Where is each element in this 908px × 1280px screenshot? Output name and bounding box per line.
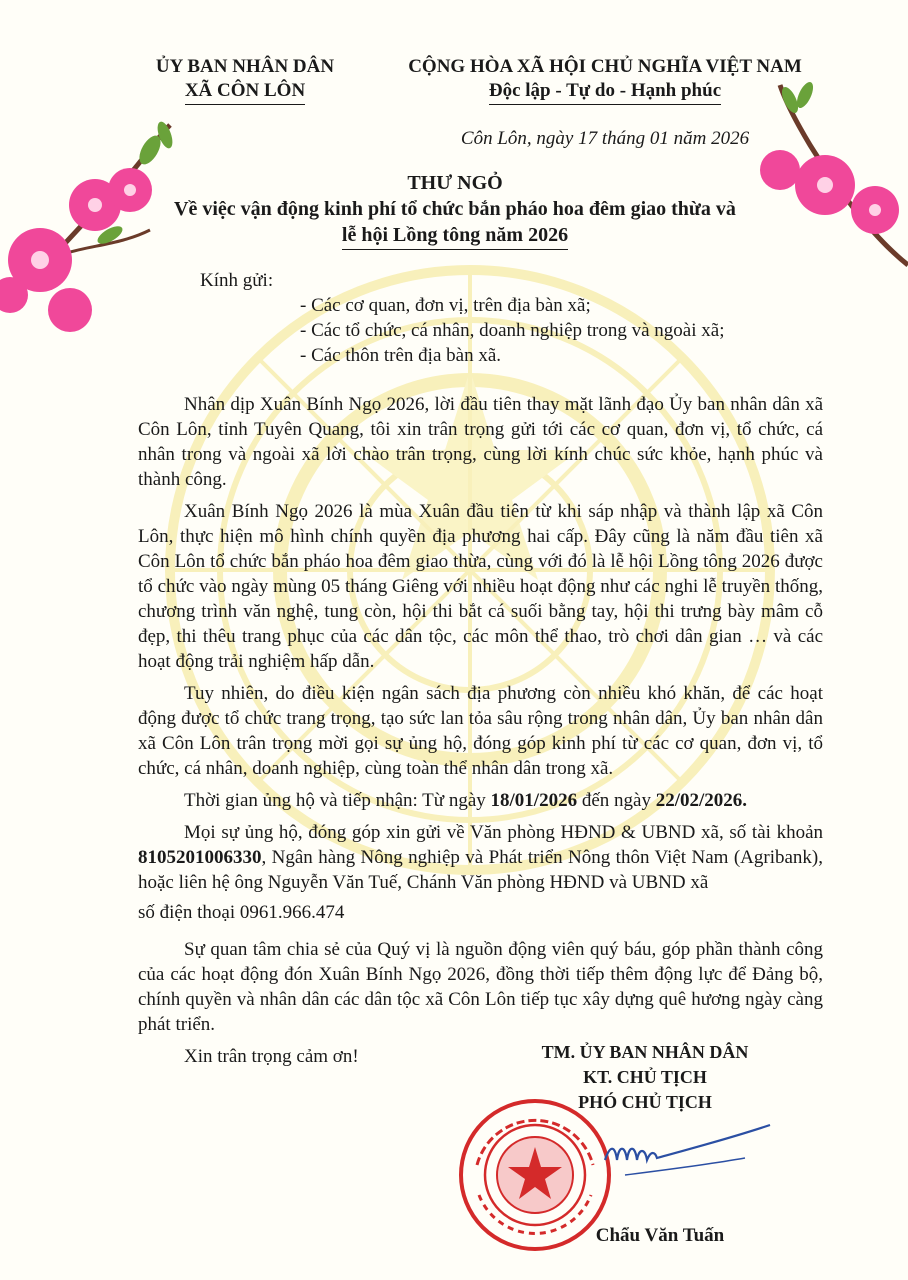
national-motto <box>380 55 830 105</box>
paragraph-5 <box>138 820 823 895</box>
nation-name: CỘNG HÒA XÃ HỘI CHỦ NGHĨA VIỆT NAM <box>408 56 802 77</box>
phone-line: số điện thoại 0961.966.474 <box>138 902 345 923</box>
signer-name: Chẩu Văn Tuấn <box>595 1225 725 1246</box>
recipient-item: - Các cơ quan, đơn vị, trên địa bàn xã; <box>300 295 591 316</box>
paragraph-2: Xuân Bính Ngọ 2026 là mùa Xuân đầu tiên từ khi sáp nhập và thành lập xã Côn Lôn, thực hiện mô hình chính quyền địa phương hai cấp. Đây cũng là năm đầu tiên xã Côn Lôn tổ chức bắn pháo hoa đêm giao thừa, cùng với đó là lễ hội Lồng tông 2026 được tổ chức vào ngày mùng 05 tháng Giêng với nhiều hoạt động như các nghi lễ truyền thống, chương trình văn nghệ, tung còn, hội thi bắt cá suối bằng tay, hội thi trưng bày mâm cỗ đẹp, thi thêu trang phục của các dân tộc, các môn thể thao, trò chơi dân gian … và các hoạt động trải nghiệm hấp dẫn. <box>138 501 823 672</box>
subject-line2: lễ hội Lồng tông năm 2026 <box>342 222 568 250</box>
title-heading: THƯ NGỎ <box>407 172 503 194</box>
recipient-item: - Các thôn trên địa bàn xã. <box>300 345 502 366</box>
issuing-authority <box>120 55 370 105</box>
handwritten-signature <box>595 1120 775 1190</box>
letter-title <box>120 170 790 250</box>
recipient-item: - Các tổ chức, cá nhân, doanh nghiệp trong và ngoài xã; <box>300 320 725 341</box>
sign-title-2: KT. CHỦ TỊCH <box>583 1067 707 1087</box>
subject-line1: Về việc vận động kinh phí tổ chức bắn pháo hoa đêm giao thừa và <box>174 198 736 220</box>
authority-line1: ỦY BAN NHÂN DÂN <box>155 56 335 77</box>
account-prefix: Mọi sự ủng hộ, đóng góp xin gửi về Văn phòng HĐND & UBND xã, số tài khoản <box>184 822 823 843</box>
date-line: Côn Lôn, ngày 17 tháng 01 năm 2026 <box>460 128 750 149</box>
letter-body <box>138 392 823 1076</box>
closing: Xin trân trọng cảm ơn! <box>184 1046 359 1067</box>
sign-title-1: TM. ỦY BAN NHÂN DÂN <box>541 1042 749 1062</box>
sign-title-3: PHÓ CHỦ TỊCH <box>578 1092 712 1112</box>
paragraph-3: Tuy nhiên, do điều kiện ngân sách địa phương còn nhiều khó khăn, để các hoạt động được tổ chức trang trọng, tạo sức lan tỏa sâu rộng trong nhân dân, Ủy ban nhân dân xã Côn Lôn trân trọng mời gọi sự ủng hộ, đóng góp kinh phí từ các cơ quan, đơn vị, tổ chức, cá nhân, doanh nghiệp, cùng toàn thể nhân dân trong xã. <box>138 683 823 779</box>
authority-line2: XÃ CÔN LÔN <box>185 79 305 105</box>
paragraph-4 <box>138 788 823 813</box>
support-period-mid: đến ngày <box>577 790 656 811</box>
end-date: 22/02/2026. <box>655 790 748 811</box>
recipients <box>200 268 840 368</box>
start-date: 18/01/2026 <box>490 790 578 811</box>
motto: Độc lập - Tự do - Hạnh phúc <box>489 79 721 105</box>
greeting: Kính gửi: <box>200 270 274 291</box>
account-number: 8105201006330 <box>138 847 262 868</box>
paragraph-1: Nhân dịp Xuân Bính Ngọ 2026, lời đầu tiên thay mặt lãnh đạo Ủy ban nhân dân xã Côn Lôn, tỉnh Tuyên Quang, tôi xin trân trọng gửi tới các cơ quan, đơn vị, tổ chức, cá nhân trong và ngoài xã lời chào trân trọng, cùng lời kính chúc sức khỏe, hạnh phúc và thành công. <box>138 394 823 490</box>
paragraph-6: Sự quan tâm chia sẻ của Quý vị là nguồn động viên quý báu, góp phần thành công của các hoạt động đón Xuân Bính Ngọ 2026, đồng thời tiếp thêm động lực để Đảng bộ, chính quyền và nhân dân các dân tộc xã Côn Lôn tiếp tục xây dựng quê hương ngày càng phát triển. <box>138 939 823 1035</box>
account-suffix: , Ngân hàng Nông nghiệp và Phát triển Nông thôn Việt Nam (Agribank), hoặc liên hệ ông Nguyễn Văn Tuế, Chánh Văn phòng HĐND và UBND xã <box>138 847 823 893</box>
support-period-prefix: Thời gian ủng hộ và tiếp nhận: Từ ngày <box>184 790 491 811</box>
